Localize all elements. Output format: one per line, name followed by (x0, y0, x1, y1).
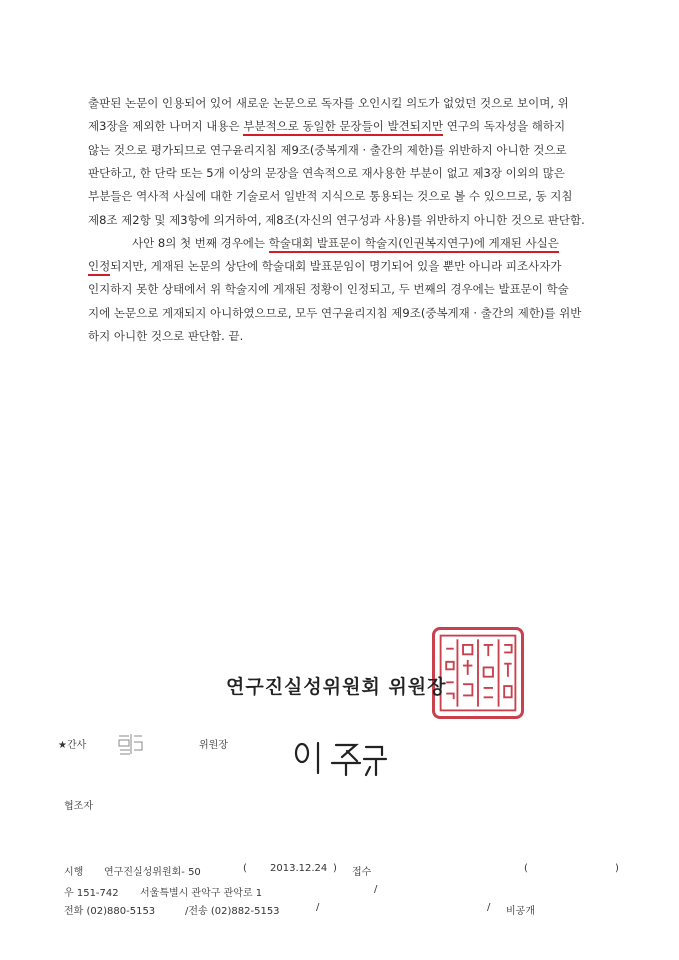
body-line: 출판된 논문이 인용되어 있어 새로운 논문으로 독자를 오인시킬 의도가 없었던 것으로 보이며, 위 (88, 96, 569, 110)
document-number: 연구진실성위원회- 50 (104, 867, 201, 878)
body-line: 하지 아니한 것으로 판단함. 끝. (88, 329, 244, 343)
phone-number: 전화 (02)880-5153 (64, 906, 156, 917)
body-line (88, 117, 565, 135)
body-text-segment: 되지만, 게재된 논문의 상단에 학술대회 발표문임이 명기되어 있을 뿐만 아니라 피조사자가 (110, 259, 562, 274)
chair-signature (292, 737, 390, 779)
underlined-phrase: 부분적으로 동일한 문장들이 발견되지만 (243, 119, 443, 136)
chair-label: 위원장 (199, 740, 228, 751)
staff-stamp-icon (116, 730, 144, 758)
fax-number: /전송 (02)882-5153 (185, 906, 280, 917)
underlined-phrase: 학술대회 발표문이 학술지(인권복지연구)에 게재된 사실은 (269, 236, 559, 253)
date-paren-close: ) (333, 863, 337, 874)
underlined-phrase: 인정 (88, 259, 110, 276)
body-line: 판단하고, 한 단락 또는 5개 이상의 문장을 연속적으로 재사용한 부분이 없고 제3장 이외의 많은 (88, 165, 565, 180)
address-slash: / (374, 884, 378, 895)
enforce-label: 시행 (64, 867, 84, 878)
issue-date: 2013.12.24 (270, 863, 328, 874)
postcode: 우 151-742 (64, 888, 119, 899)
body-line (88, 257, 561, 275)
disclosure-slash: / (487, 902, 491, 913)
body-text-segment: 제3장을 제외한 나머지 내용은 (88, 119, 244, 134)
cooperator-label: 협조자 (64, 801, 93, 812)
contact-slash: / (316, 902, 320, 913)
body-line: 제8조 제2항 및 제3항에 의거하여, 제8조(자신의 연구성과 사용)를 위반하지 아니한 것으로 판단함. (88, 212, 585, 227)
body-text-segment: 사안 8의 첫 번째 경우에는 (132, 235, 269, 250)
address: 서울특별시 관악구 관악로 1 (140, 888, 263, 899)
body-line (132, 234, 559, 252)
receipt-label: 접수 (352, 867, 372, 878)
body-line: 지에 논문으로 게재되지 아니하였으므로, 모두 연구윤리지침 제9조(중복게재 · 출간의 제한)를 위반 (88, 305, 582, 320)
body-text-segment: 연구의 독자성을 해하지 (443, 119, 566, 134)
disclosure-status: 비공개 (506, 906, 535, 917)
body-line: 인지하지 못한 상태에서 위 학술지에 게재된 정황이 인정되고, 두 번째의 경우에는 발표문이 학술 (88, 282, 569, 297)
issuer-title: 연구진실성위원회 위원장 (226, 676, 447, 698)
staff-label: ★간사 (58, 740, 87, 751)
receipt-paren-close: ) (615, 863, 619, 874)
date-paren-open: ( (243, 863, 247, 874)
body-line: 부분들은 역사적 사실에 대한 기술로서 일반적 지식으로 통용되는 것으로 볼 수 있으므로, 동 지침 (88, 189, 573, 204)
body-line: 않는 것으로 평가되므로 연구윤리지침 제9조(중복게재 · 출간의 제한)를 위반하지 아니한 것으로 (88, 142, 567, 157)
receipt-paren-open: ( (524, 863, 528, 874)
seal-glyph-icon (435, 630, 521, 716)
